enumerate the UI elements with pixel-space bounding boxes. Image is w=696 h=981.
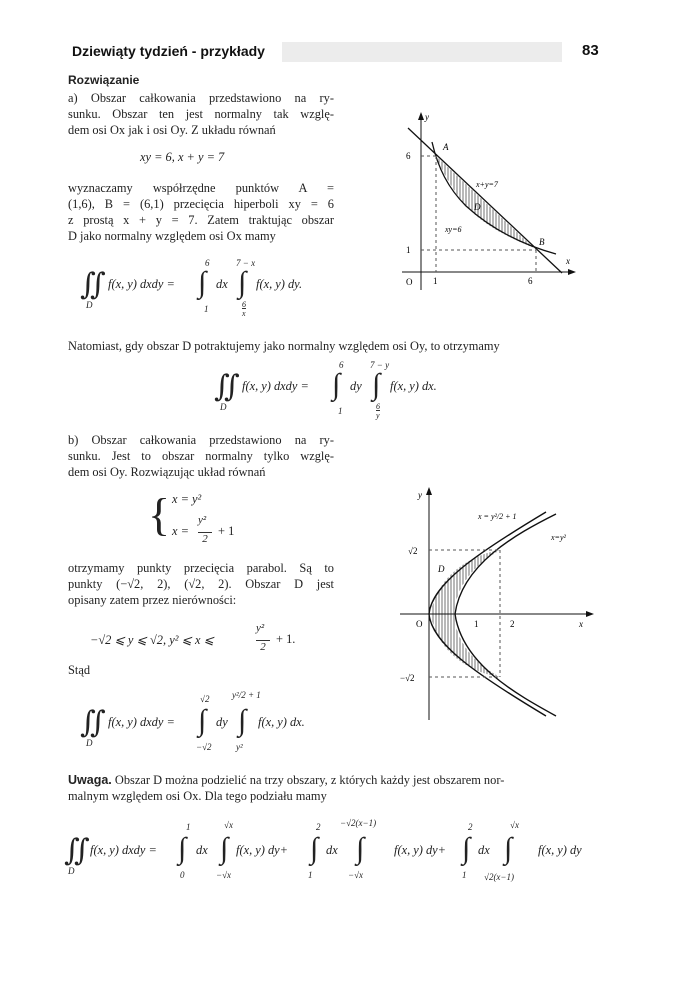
i2-inner-lower: −√x	[348, 870, 364, 880]
system-eq-2-lhs: x =	[172, 524, 189, 538]
line-x-plus-y	[408, 128, 562, 273]
i1-inner-lower: −√x	[216, 870, 232, 880]
integral-1	[80, 258, 340, 318]
part-b-system	[148, 486, 298, 550]
part-b-line-3: dem osi Oy. Rozwiązując układ równań	[68, 465, 266, 479]
outer-var: dy	[216, 715, 228, 729]
part-b-text	[68, 432, 334, 480]
outer-upper: 6	[339, 360, 344, 370]
part-a-line-5: (1,6), B = (6,1) przecięcia hiperboli xy = 6	[68, 197, 334, 211]
outer-var: dy	[350, 379, 362, 393]
remark-heading: Uwaga.	[68, 773, 112, 787]
part-a-text-2	[68, 180, 334, 244]
tick-6-x: 6	[528, 276, 533, 286]
label-parabola-1: x = y²/2 + 1	[478, 512, 517, 521]
i3-upper: 2	[468, 822, 473, 832]
i2-upper: 2	[316, 822, 321, 832]
outer-upper: √2	[200, 694, 210, 704]
integral-sign: ∫	[198, 704, 207, 737]
domain-label: D	[86, 300, 93, 310]
label-parabola-2: x=y²	[551, 533, 566, 542]
integral-3	[80, 690, 340, 756]
inner-upper: 7 − x	[236, 258, 256, 268]
ineq-den: 2	[256, 640, 270, 653]
label-a: A	[443, 142, 449, 152]
inner-lower: y²	[236, 742, 243, 752]
tick-sqrt2: √2	[408, 546, 418, 556]
label-d: D	[438, 564, 445, 574]
part-b-line-1: b) Obszar całkowania przedstawiono na ry-	[68, 433, 334, 447]
part-b-line-5: punkty (−√2, 2), (√2, 2). Obszar D jest	[68, 577, 334, 591]
page-header-title: Dziewiąty tydzień - przykłady	[72, 43, 265, 59]
label-d: D	[474, 202, 481, 212]
solution-heading: Rozwiązanie	[68, 73, 140, 87]
origin-label: O	[416, 619, 423, 629]
integral-sign: ∫	[504, 832, 513, 865]
x-label: x	[579, 619, 583, 629]
system-eq-2-rhs: + 1	[218, 524, 235, 538]
label-hyperbola: xy=6	[445, 225, 462, 234]
label-b: B	[539, 237, 545, 247]
tick-neg-sqrt2: −√2	[400, 673, 415, 683]
outer-var: dx	[216, 277, 228, 291]
integral-sign: ∫	[238, 266, 247, 299]
region-d-shading	[436, 156, 536, 250]
figure-2-parabolas	[396, 484, 600, 726]
tick-1-y: 1	[406, 245, 411, 255]
hence-word: Stąd	[68, 663, 91, 677]
x-axis-arrow	[586, 611, 594, 617]
i1-var: dx	[196, 843, 208, 857]
i3-integrand: f(x, y) dy	[538, 843, 582, 857]
i1-inner-upper: √x	[224, 820, 233, 830]
ineq-left: −√2 ⩽ y ⩽ √2, y² ⩽ x ⩽	[90, 633, 214, 647]
integral-sign: ∫	[198, 266, 207, 299]
i2-integrand: f(x, y) dy+	[394, 843, 447, 857]
outer-lower: 1	[204, 304, 209, 314]
part-a-text	[68, 90, 334, 138]
integral-sign: ∫	[356, 832, 365, 865]
part-b-line-2: sunku. Jest to obszar normalny tylko wzglę-	[68, 449, 334, 463]
domain-label: D	[220, 402, 227, 412]
ineq-num: y²	[256, 622, 265, 634]
inner-upper: 7 − y	[370, 360, 390, 370]
i1-lower: 0	[180, 870, 185, 880]
outer-upper: 6	[205, 258, 210, 268]
i3-inner-upper: √x	[510, 820, 519, 830]
inner-lower-den: y	[376, 411, 380, 420]
integral-sign: ∫	[332, 368, 341, 401]
system-brace: {	[148, 489, 171, 540]
i3-inner-lower: √2(x−1)	[484, 872, 515, 882]
part-a-line-7: D jako normalny względem osi Ox mamy	[68, 229, 276, 243]
integral-sign: ∫	[238, 704, 247, 737]
i2-var: dx	[326, 843, 338, 857]
integral-2-lhs: f(x, y) dxdy =	[242, 379, 309, 393]
integral-4	[64, 818, 684, 888]
tick-6-y: 6	[406, 151, 411, 161]
integral-2	[214, 360, 474, 420]
page-number: 83	[582, 42, 599, 59]
inner-lower-den: x	[242, 309, 246, 318]
double-integral-sign: ∬	[64, 834, 90, 867]
origin-label: O	[406, 277, 413, 287]
part-a-line-1: a) Obszar całkowania przedstawiono na ry-	[68, 91, 334, 105]
i3-lower: 1	[462, 870, 467, 880]
system-eq-2-num: y²	[198, 514, 207, 526]
part-b-text-2	[68, 560, 334, 608]
integral-sign: ∫	[220, 832, 229, 865]
integrand: f(x, y) dy.	[256, 277, 303, 291]
system-eq-2-den: 2	[198, 532, 212, 545]
y-label: y	[418, 490, 422, 500]
outer-lower: −√2	[196, 742, 212, 752]
i1-integrand: f(x, y) dy+	[236, 843, 289, 857]
integrand: f(x, y) dx.	[390, 379, 437, 393]
integral-sign: ∫	[310, 832, 319, 865]
i2-inner-upper: −√2(x−1)	[340, 818, 377, 828]
i1-upper: 1	[186, 822, 191, 832]
part-a-system: xy = 6, x + y = 7	[140, 150, 225, 164]
system-eq-1: x = y²	[172, 492, 202, 506]
integral-sign: ∫	[462, 832, 471, 865]
inner-lower-num: 6	[376, 402, 380, 411]
double-integral-sign: ∬	[80, 268, 106, 301]
integral-3-lhs: f(x, y) dxdy =	[108, 715, 175, 729]
remark-text	[68, 772, 628, 804]
inner-upper: y²/2 + 1	[232, 690, 261, 700]
double-integral-sign: ∬	[80, 706, 106, 739]
i2-lower: 1	[308, 870, 313, 880]
part-b-line-4: otrzymamy punkty przecięcia parabol. Są to	[68, 561, 334, 575]
x-label: x	[566, 256, 570, 266]
inner-lower-num: 6	[242, 300, 246, 309]
double-integral-sign: ∬	[214, 370, 240, 403]
part-a-line-2: sunku. Obszar ten jest normalny tak wzglę-	[68, 107, 334, 121]
domain-label: D	[68, 866, 75, 876]
integrand: f(x, y) dx.	[258, 715, 305, 729]
oy-sentence: Natomiast, gdy obszar D potraktujemy jako normalny względem osi Oy, to otrzymamy	[68, 339, 500, 353]
domain-label: D	[86, 738, 93, 748]
header-band	[282, 42, 562, 62]
integral-1-lhs: f(x, y) dxdy =	[108, 277, 175, 291]
remark-line-1: Obszar D można podzielić na trzy obszary, z których każdy jest obszarem nor-	[114, 773, 505, 787]
part-a-line-6: z prostą x + y = 7. Zatem traktując obszar	[68, 213, 334, 227]
tick-1: 1	[474, 619, 479, 629]
part-a-line-4: wyznaczamy współrzędne punktów A =	[68, 181, 334, 195]
figure-1-hyperbola-line	[396, 108, 580, 296]
i3-var: dx	[478, 843, 490, 857]
hyperbola-curve	[432, 142, 556, 254]
ineq-right: + 1.	[276, 632, 296, 646]
x-axis-arrow	[568, 269, 576, 275]
part-a-line-3: dem osi Ox jak i osi Oy. Z układu równań	[68, 123, 276, 137]
outer-lower: 1	[338, 406, 343, 416]
part-b-line-6: opisany zatem przez nierówności:	[68, 593, 237, 607]
y-axis-arrow	[426, 487, 432, 495]
integral-4-lhs: f(x, y) dxdy =	[90, 843, 157, 857]
integral-sign: ∫	[178, 832, 187, 865]
remark-line-2: malnym względem osi Ox. Dla tego podziału mamy	[68, 789, 327, 803]
parabola-x-eq-half-y2-plus-1	[455, 514, 556, 716]
label-line: x+y=7	[476, 180, 498, 189]
y-label: y	[425, 112, 429, 122]
part-b-inequalities	[90, 622, 320, 658]
tick-2: 2	[510, 619, 515, 629]
y-axis-arrow	[418, 112, 424, 120]
integral-sign: ∫	[372, 368, 381, 401]
tick-1-x: 1	[433, 276, 438, 286]
